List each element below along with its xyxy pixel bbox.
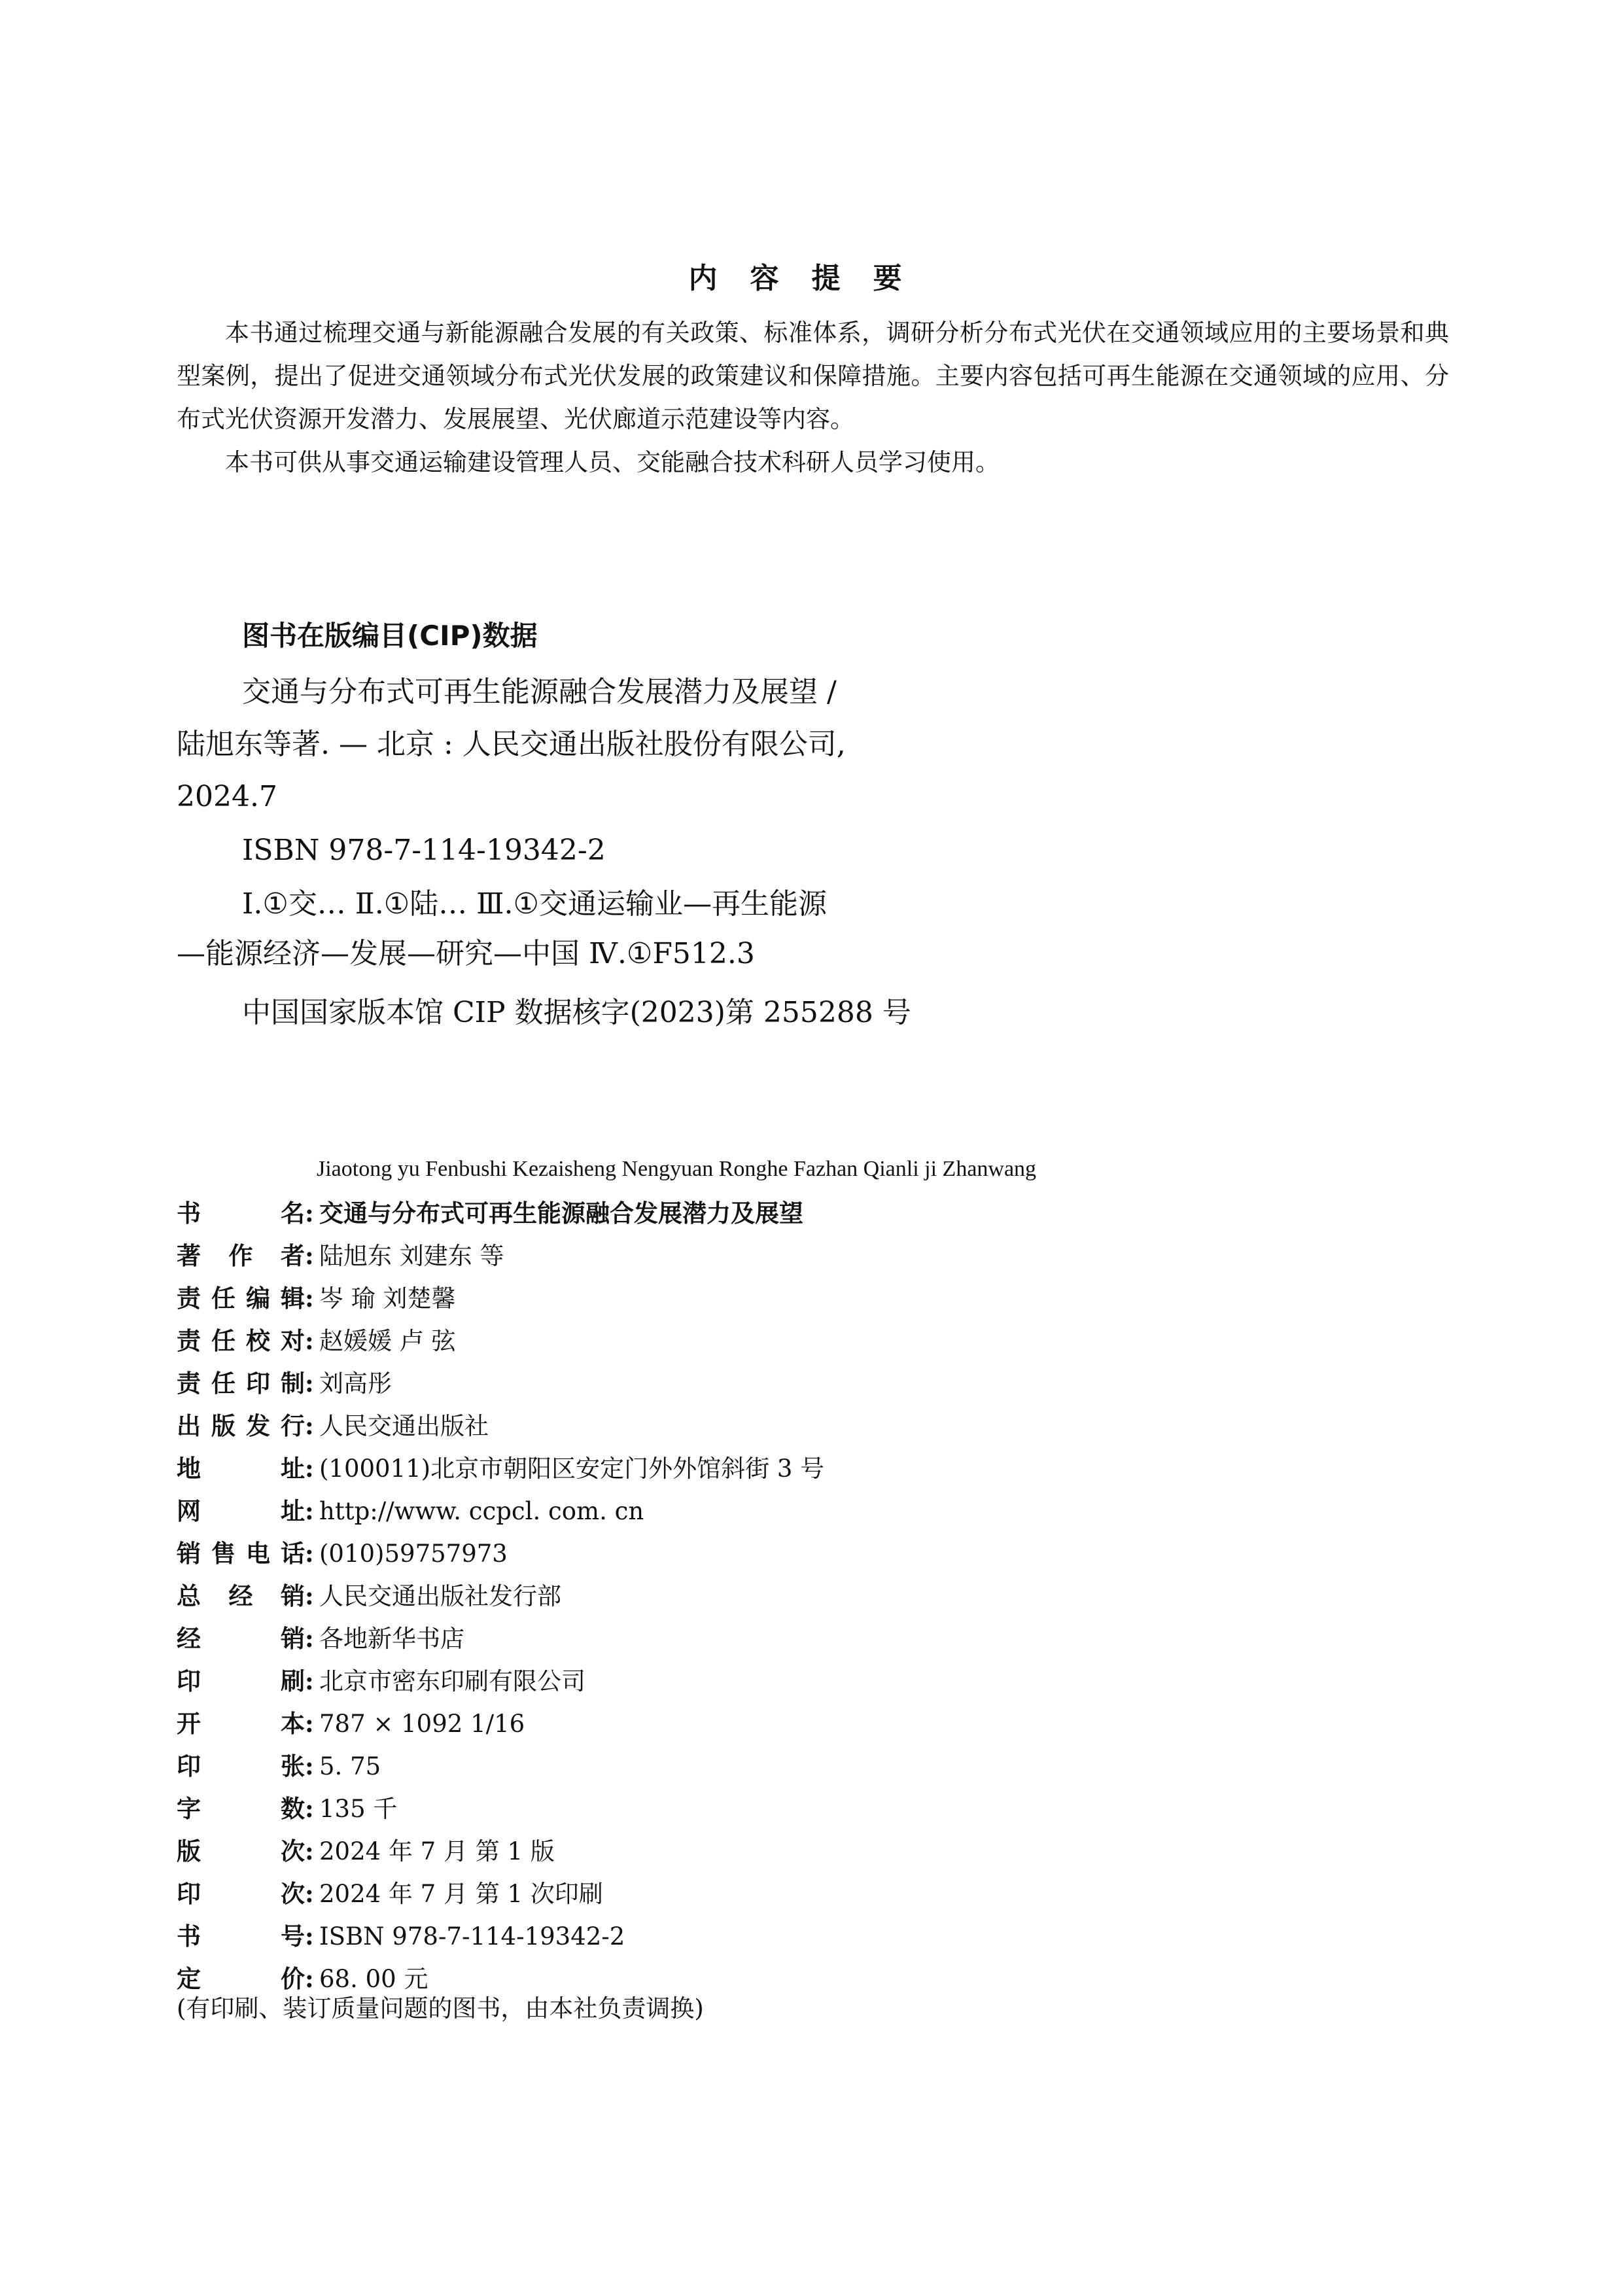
- imprint-label-char: 书: [177, 1199, 201, 1227]
- imprint-value: 赵媛媛 卢 弦: [319, 1327, 456, 1355]
- imprint-label-char: 刷: [281, 1667, 305, 1695]
- imprint-label-char: 本: [281, 1710, 305, 1738]
- imprint-label: [177, 1192, 305, 1235]
- imprint-label-char: 张: [281, 1752, 305, 1780]
- imprint-colon: :: [305, 1794, 314, 1823]
- imprint-label-char: 次: [281, 1880, 305, 1908]
- imprint-value: 2024 年 7 月 第 1 次印刷: [319, 1880, 603, 1908]
- imprint-label: [177, 1235, 305, 1277]
- imprint-label-char: 辑: [281, 1284, 305, 1313]
- imprint-label-char: 出: [177, 1412, 201, 1440]
- imprint-row: [177, 1617, 824, 1660]
- imprint-value: 2024 年 7 月 第 1 版: [319, 1837, 555, 1865]
- imprint-label-char: 版: [211, 1412, 236, 1440]
- imprint-label-char: 名: [281, 1199, 305, 1227]
- imprint-label-char: 责: [177, 1369, 201, 1398]
- imprint-label-char: 印: [177, 1880, 201, 1908]
- imprint-label-char: 任: [211, 1327, 236, 1355]
- imprint-colon: :: [305, 1369, 314, 1398]
- imprint-label: [177, 1320, 305, 1362]
- imprint-colon: :: [305, 1837, 314, 1865]
- imprint-label-char: 次: [281, 1837, 305, 1865]
- cip-date-line: 2024.7: [177, 780, 277, 813]
- imprint-label-char: 话: [281, 1540, 305, 1568]
- imprint-label-char: 任: [211, 1284, 236, 1313]
- imprint-label-char: 行: [281, 1412, 305, 1440]
- cip-verification-line: 中国国家版本馆 CIP 数据核字(2023)第 255288 号: [242, 996, 911, 1029]
- imprint-label-char: 对: [281, 1327, 305, 1355]
- imprint-label-char: 电: [246, 1540, 270, 1568]
- imprint-label-char: 销: [281, 1625, 305, 1653]
- imprint-label: [177, 1745, 305, 1788]
- imprint-row: [177, 1873, 824, 1915]
- imprint-label-char: 号: [281, 1922, 305, 1951]
- summary-paragraph: 本书可供从事交通运输建设管理人员、交能融合技术科研人员学习使用。: [225, 448, 1000, 476]
- imprint-label-char: 任: [211, 1369, 236, 1398]
- imprint-label-char: 字: [177, 1795, 201, 1823]
- imprint-value: http://www. ccpcl. com. cn: [319, 1497, 644, 1525]
- imprint-label: [177, 1277, 305, 1320]
- imprint-label-char: 编: [246, 1284, 270, 1313]
- imprint-colon: :: [305, 1284, 314, 1313]
- imprint-label: [177, 1575, 305, 1617]
- cip-heading: 图书在版编目(CIP)数据: [242, 620, 538, 652]
- summary-title: 内容提要: [688, 262, 935, 295]
- imprint-label: [177, 1405, 305, 1447]
- imprint-label-char: 址: [281, 1455, 305, 1483]
- imprint-colon: :: [305, 1964, 314, 1993]
- summary-paragraph: 本书通过梳理交通与新能源融合发展的有关政策、标准体系，调研分析分布式光伏在交通领域应用的主要场景和典型案例，提出了促进交通领域分布式光伏发展的政策建议和保障措施。主要内容包括可再生能源在交通领域的应用、分布式光伏资源开发潜力、发展展望、光伏廊道示范建设等内容。: [177, 319, 1449, 433]
- imprint-label-char: 印: [177, 1752, 201, 1780]
- imprint-label-char: 责: [177, 1284, 201, 1313]
- imprint-label-char: 销: [281, 1582, 305, 1610]
- imprint-label-char: 书: [177, 1922, 201, 1951]
- imprint-label: [177, 1447, 305, 1490]
- imprint-value: 刘高彤: [319, 1369, 392, 1398]
- imprint-row: [177, 1703, 824, 1745]
- imprint-label-char: 发: [246, 1412, 270, 1440]
- imprint-value: ISBN 978-7-114-19342-2: [319, 1922, 625, 1951]
- imprint-label-char: 校: [246, 1327, 270, 1355]
- imprint-table: [177, 1192, 824, 2000]
- imprint-label-char: 址: [281, 1497, 305, 1525]
- imprint-row: [177, 1405, 824, 1447]
- cip-isbn-line: ISBN 978-7-114-19342-2: [242, 834, 606, 867]
- imprint-label-char: 著: [177, 1242, 201, 1270]
- imprint-label-char: 数: [281, 1795, 305, 1823]
- imprint-colon: :: [305, 1411, 314, 1440]
- imprint-row: [177, 1192, 824, 1235]
- imprint-row: [177, 1532, 824, 1575]
- imprint-row: [177, 1575, 824, 1617]
- cip-title-line: 交通与分布式可再生能源融合发展潜力及展望 /: [242, 675, 837, 709]
- imprint-colon: :: [305, 1752, 314, 1780]
- imprint-label: [177, 1362, 305, 1405]
- imprint-label-char: 价: [281, 1965, 305, 1993]
- imprint-label-char: 印: [177, 1667, 201, 1695]
- imprint-label-char: 售: [211, 1540, 236, 1568]
- imprint-label-char: 责: [177, 1327, 201, 1355]
- imprint-row: [177, 1788, 824, 1830]
- imprint-label-char: 作: [228, 1242, 253, 1270]
- imprint-label: [177, 1788, 305, 1830]
- imprint-label: [177, 1532, 305, 1575]
- imprint-colon: :: [305, 1581, 314, 1610]
- imprint-label: [177, 1490, 305, 1532]
- pinyin-title: Jiaotong yu Fenbushi Kezaisheng Nengyuan Ronghe Fazhan Qianli ji Zhanwang: [317, 1157, 1037, 1181]
- imprint-value: 北京市密东印刷有限公司: [319, 1667, 585, 1695]
- imprint-label: [177, 1617, 305, 1660]
- imprint-colon: :: [305, 1496, 314, 1525]
- imprint-value: 交通与分布式可再生能源融合发展潜力及展望: [319, 1199, 803, 1227]
- quality-footnote: (有印刷、装订质量问题的图书，由本社负责调换): [177, 1994, 704, 2022]
- imprint-row: [177, 1320, 824, 1362]
- imprint-label-char: 经: [177, 1625, 201, 1653]
- imprint-row: [177, 1915, 824, 1958]
- imprint-label-char: 印: [246, 1369, 270, 1398]
- imprint-row: [177, 1235, 824, 1277]
- imprint-label-char: 定: [177, 1965, 201, 1993]
- imprint-label-char: 销: [177, 1540, 201, 1568]
- imprint-label: [177, 1915, 305, 1958]
- imprint-colon: :: [305, 1454, 314, 1483]
- imprint-value: 135 千: [319, 1795, 398, 1823]
- imprint-label-char: 制: [281, 1369, 305, 1398]
- imprint-value: 岑 瑜 刘楚馨: [319, 1284, 456, 1313]
- imprint-row: [177, 1745, 824, 1788]
- imprint-value: 5. 75: [319, 1752, 381, 1780]
- imprint-label-char: 开: [177, 1710, 201, 1738]
- imprint-label-char: 总: [177, 1582, 201, 1610]
- cip-classification-line: Ⅰ.①交… Ⅱ.①陆… Ⅲ.①交通运输业—再生能源: [242, 887, 827, 921]
- cip-classification-line: —能源经济—发展—研究—中国 Ⅳ.①F512.3: [177, 937, 755, 970]
- imprint-value: 787 × 1092 1/16: [319, 1710, 525, 1738]
- imprint-value: (010)59757973: [319, 1540, 508, 1568]
- cip-author-publisher-line: 陆旭东等著. — 北京 : 人民交通出版社股份有限公司,: [177, 728, 846, 761]
- imprint-row: [177, 1362, 824, 1405]
- imprint-colon: :: [305, 1624, 314, 1653]
- imprint-label: [177, 1830, 305, 1873]
- imprint-row: [177, 1830, 824, 1873]
- imprint-colon: :: [305, 1199, 314, 1227]
- imprint-colon: :: [305, 1879, 314, 1908]
- imprint-row: [177, 1490, 824, 1532]
- imprint-value: 人民交通出版社: [319, 1412, 489, 1440]
- imprint-label-char: 版: [177, 1837, 201, 1865]
- imprint-colon: :: [305, 1709, 314, 1738]
- imprint-row: [177, 1277, 824, 1320]
- imprint-label-char: 经: [228, 1582, 253, 1610]
- imprint-colon: :: [305, 1326, 314, 1355]
- imprint-label-char: 网: [177, 1497, 201, 1525]
- imprint-row: [177, 1447, 824, 1490]
- imprint-label-char: 地: [177, 1455, 201, 1483]
- imprint-colon: :: [305, 1922, 314, 1951]
- imprint-row: [177, 1660, 824, 1703]
- imprint-value: 68. 00 元: [319, 1965, 428, 1993]
- imprint-label: [177, 1703, 305, 1745]
- imprint-colon: :: [305, 1539, 314, 1568]
- imprint-value: (100011)北京市朝阳区安定门外外馆斜街 3 号: [319, 1455, 825, 1483]
- imprint-label: [177, 1873, 305, 1915]
- imprint-colon: :: [305, 1241, 314, 1270]
- imprint-label-char: 者: [281, 1242, 305, 1270]
- imprint-value: 人民交通出版社发行部: [319, 1582, 561, 1610]
- imprint-value: 各地新华书店: [319, 1625, 464, 1653]
- imprint-value: 陆旭东 刘建东 等: [319, 1242, 504, 1270]
- imprint-label: [177, 1660, 305, 1703]
- imprint-colon: :: [305, 1667, 314, 1695]
